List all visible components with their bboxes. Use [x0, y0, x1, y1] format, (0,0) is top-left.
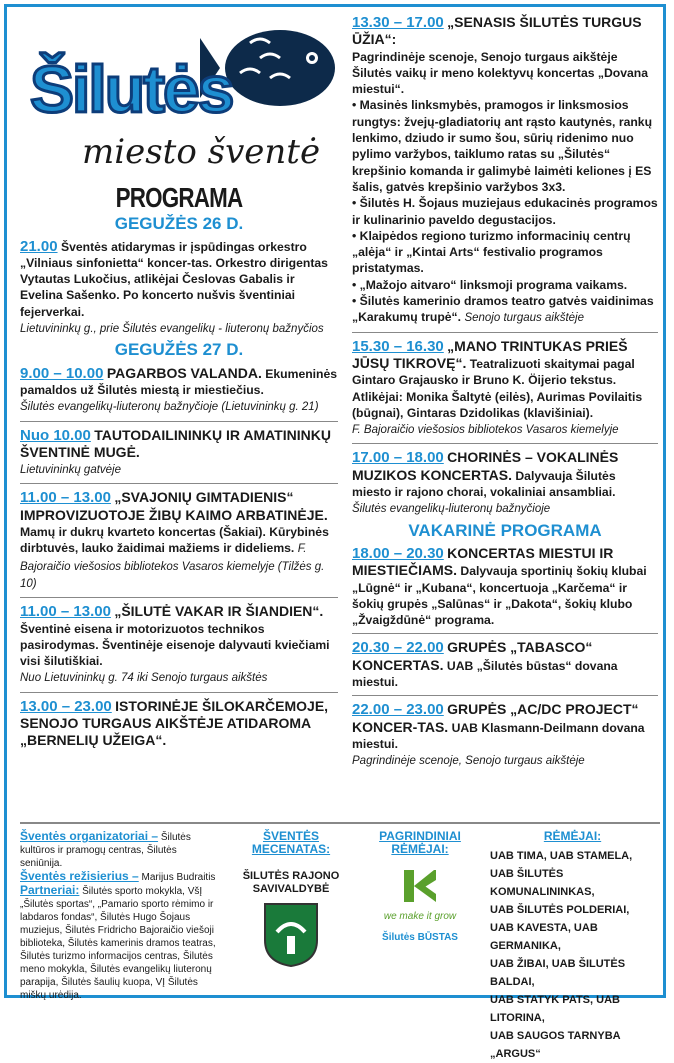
divider — [20, 597, 338, 598]
divider — [352, 332, 658, 333]
partners-text: Šilutės sporto mokykla, VšĮ „Šilutės sportas“, „Pamario sporto rėmimo ir labdaros fondas“, Šilutės Hugo Šojaus muziejus, Šilutės Fridricho Bajoraičio viešoji biblioteka, Šilutės kamerinis dramos teatras, Šilutės turizmo informacijos centras, Šilutės meno mokykla, Šilutės evangelikų liuteronų parapija, Šilutės šaulių kuopa, VĮ Šilutės miškų urėdija. — [20, 886, 216, 1001]
event-time: 17.00 – 18.00 — [352, 449, 444, 467]
sponsor-item: UAB STATYK PATS, UAB LITORINA, — [490, 994, 620, 1024]
event-item — [352, 701, 658, 769]
event-place: Nuo Lietuvininkų g. 74 iki Senojo turgaus aikštės — [20, 672, 268, 685]
left-column — [20, 14, 338, 755]
logo — [20, 14, 338, 186]
evening-heading: VAKARINĖ PROGRAMA — [408, 520, 602, 540]
k-slogan: we make it grow — [383, 911, 457, 922]
divider — [352, 443, 658, 444]
event-title: GRUPĖS „TABASCO“ KONCERTAS. — [352, 639, 593, 673]
event-title: ISTORINĖJE ŠILOKARČEMOJE, SENOJO TURGAUS AIKŠTĖJE ATIDAROMA „BERNELIŲ UŽEIGA“. — [20, 697, 329, 749]
event-title: „SVAJONIŲ GIMTADIENIS“ IMPROVIZUOTOJE ŽIBŲ KAIMO ARBATINĖJE. — [20, 489, 328, 523]
event-place: Senojo turgaus aikštėje — [464, 312, 584, 325]
event-text: UAB Klasmann-Deilmann dovana miestui. — [352, 720, 645, 751]
event-title: TAUTODAILININKŲ IR AMATININKŲ ŠVENTINĖ MUGĖ. — [20, 426, 331, 460]
divider — [20, 483, 338, 484]
event-time: 21.00 — [20, 237, 58, 255]
event-time: 13.00 – 23.00 — [20, 697, 112, 715]
event-time: 15.30 – 16.30 — [352, 337, 444, 355]
event-text: Dalyvauja sportinių šokių klubai „Lūgnė“ ir „Kubana“, koncertuoja „Karčema“ ir šokių grupės „Salūnas“ ir „Dakota“, šokių klubo „Žvaigždūnė“ programa. — [352, 564, 647, 628]
footer — [20, 822, 660, 1060]
event-item — [20, 603, 338, 686]
footer-patron — [232, 830, 350, 972]
event-place: Šilutės evangelikų-liuteronų bažnyčioje (Lietuvininkų g. 21) — [20, 401, 319, 414]
footer-sponsors — [490, 830, 655, 1063]
event-title: CHORINĖS – VOKALINĖS MUZIKOS KONCERTAS. — [352, 449, 619, 483]
organizers-label: Šventės organizatoriai – — [20, 829, 159, 843]
logo-subtitle: miesto šventė — [82, 132, 321, 172]
partners-label: Partneriai: — [20, 883, 80, 897]
event-place: Lietuvininkų g., prie Šilutės evangelikų - liuteronų bažnyčios — [20, 323, 324, 336]
day1-heading: GEGUŽĖS 26 D. — [114, 214, 244, 234]
event-text: UAB „Šilutės būstas“ dovana miestui. — [352, 658, 618, 689]
event-title: KONCERTAS MIESTUI IR MIESTIEČIAMS. — [352, 544, 614, 579]
event-item — [20, 239, 338, 338]
event-time: 22.00 – 23.00 — [352, 701, 444, 719]
k-logo-icon — [400, 866, 440, 906]
footer-organizers — [20, 830, 220, 1002]
event-item — [20, 489, 338, 592]
event-time: Nuo 10.00 — [20, 426, 91, 444]
organizers-text: Šilutės kultūros ir pramogų centras, Šilutės seniūnija. — [20, 832, 191, 869]
event-title: Šventės atidarymas ir įspūdingas orkestro „Vilniaus sinfonietta“ koncer-tas. Orkestro dirigentas Vytautas Lukočius, atlikėjai Česlovas Gabalis ir Evelina Sašenko. Po koncerto nušvis šventiniai fejerverkai. — [20, 239, 328, 319]
event-title: GRUPĖS „AC/DC PROJECT“ KONCER-TAS. — [352, 701, 639, 735]
event-text: Šventinė eisena ir motorizuotos technikos pasirodymas. Šventinėje eisenoje dalyvauti kviečiami visi šilutiškiai. — [20, 621, 330, 669]
busto-logo: Šilutės BŪSTAS — [382, 932, 458, 943]
event-item — [20, 427, 338, 479]
sponsor-item: UAB SAUGOS TARNYBA „ARGUS“ — [490, 1030, 621, 1060]
event-place: F. Bajoraičio viešosios bibliotekos Vasaros kiemelyje (Tilžės g. 10) — [20, 543, 325, 590]
event-place: Šilutės evangelikų-liuteronų bažnyčioje — [352, 503, 551, 516]
patron-label: ŠVENTĖS MECENATAS: — [251, 829, 331, 856]
programa-heading: PROGRAMA — [115, 182, 243, 213]
event-item — [352, 14, 658, 327]
event-item — [352, 545, 658, 628]
event-time: 13.30 – 17.00 — [352, 14, 444, 31]
sponsor-item: UAB KAVESTA, UAB GERMANIKA, — [490, 922, 598, 952]
event-item — [352, 338, 658, 439]
footer-main-sponsors — [360, 830, 480, 944]
event-title: „ŠILUTĖ VAKAR IR ŠIANDIEN“. — [114, 603, 324, 620]
event-time: 18.00 – 20.30 — [352, 544, 444, 562]
event-item — [352, 639, 658, 690]
event-time: 9.00 – 10.00 — [20, 364, 104, 382]
event-title: PAGARBOS VALANDA. — [106, 364, 262, 381]
event-text: Dalyvauja Šilutės miesto ir rajono chorai, vokaliniai ansambliai. — [352, 468, 616, 500]
divider — [20, 421, 338, 422]
event-title: „MANO TRINTUKAS PRIEŠ JŪSŲ TIKROVĘ“. — [352, 337, 628, 371]
sponsor-item: UAB ŠILUTĖS POLDERIAI, — [490, 904, 630, 916]
main-sponsors-label: PAGRINDINIAI RĖMĖJAI: — [379, 829, 461, 856]
event-time: 20.30 – 22.00 — [352, 639, 444, 657]
event-time: 11.00 – 13.00 — [20, 603, 111, 621]
event-time: 11.00 – 13.00 — [20, 489, 111, 507]
event-place: F. Bajoraičio viešosios bibliotekos Vasaros kiemelyje — [352, 424, 619, 437]
event-item — [20, 365, 338, 416]
right-column — [352, 14, 658, 774]
event-place: Lietuvininkų gatvėje — [20, 464, 122, 477]
divider — [352, 633, 658, 634]
event-text: Pagrindinėje scenoje, Senojo turgaus aikštėje Šilutės vaikų ir meno kolektyvų koncertas „Dovana miestui“. • Masinės linksmybės, pramogos ir linksmosios rungtys: žvejų-gladiatorių ant rąsto kautynės, rankų lenkimo, dziudo ir sumo šou, sūrių ridenimo nuo pylimo varžybos, taiklumo ratas su „Šilutės“ krepšinio komanda ir galimybė laimėti keliones į ES šalis, gatvės krepšinio varžybos 3x3. • Šilutės H. Šojaus muziejaus edukacinės programos ir kulinarinio paveldo degustacijos. • Klaipėdos regiono turizmo informacinių centrų „alėja“ ir „Kintai Arts“ festivalio programos pristatymas. • „Mažojo aitvaro“ linksmoji programa vaikams. • Šilutės kamerinio dramos teatro gatvės vaidinimas „Karakumų trupė“. — [352, 49, 658, 325]
event-item — [352, 449, 658, 517]
event-item — [20, 698, 338, 750]
director-label: Šventės režisierius – — [20, 869, 139, 883]
event-text: Mamų ir dukrų kvarteto koncertas (Šakiai). Kūrybinės dirbtuvės, lauko žaidimai mažiems ir dideliems. — [20, 525, 329, 556]
sponsor-item: UAB ŽIBAI, UAB ŠILUTĖS BALDAI, — [490, 958, 626, 988]
sponsor-item: UAB ŠILUTĖS KOMUNALININKAS, — [490, 868, 595, 898]
coat-of-arms-icon — [263, 902, 319, 968]
event-title: „SENASIS ŠILUTĖS TURGUS ŪŽIA“: — [352, 14, 642, 48]
event-text: Teatralizuoti skaitymai pagal Gintaro Grajausko ir Bruno K. Öijerio tekstus. Atlikėjai: Monika Šaltytė (eilės), Aurimas Povilaitis (būgnai), Gintaras Dzidolikas (klavišiniai). — [352, 356, 643, 420]
patron-text: ŠILUTĖS RAJONO SAVIVALDYBĖ — [242, 870, 340, 895]
logo-title: Šilutės — [30, 52, 233, 126]
sponsor-item: UAB TIMA, UAB STAMELA, — [490, 850, 633, 862]
sponsors-label: RĖMĖJAI: — [543, 829, 602, 843]
day2-heading: GEGUŽĖS 27 D. — [114, 340, 244, 360]
divider — [20, 692, 338, 693]
divider — [352, 695, 658, 696]
sponsors-list — [490, 847, 655, 1063]
event-place: Pagrindinėje scenoje, Senojo turgaus aikštėje — [352, 755, 585, 768]
director-text: Marijus Budraitis — [141, 872, 216, 883]
event-text: Ekumeninės pamaldos už Šilutės miestą ir miestiečius. — [20, 366, 338, 397]
